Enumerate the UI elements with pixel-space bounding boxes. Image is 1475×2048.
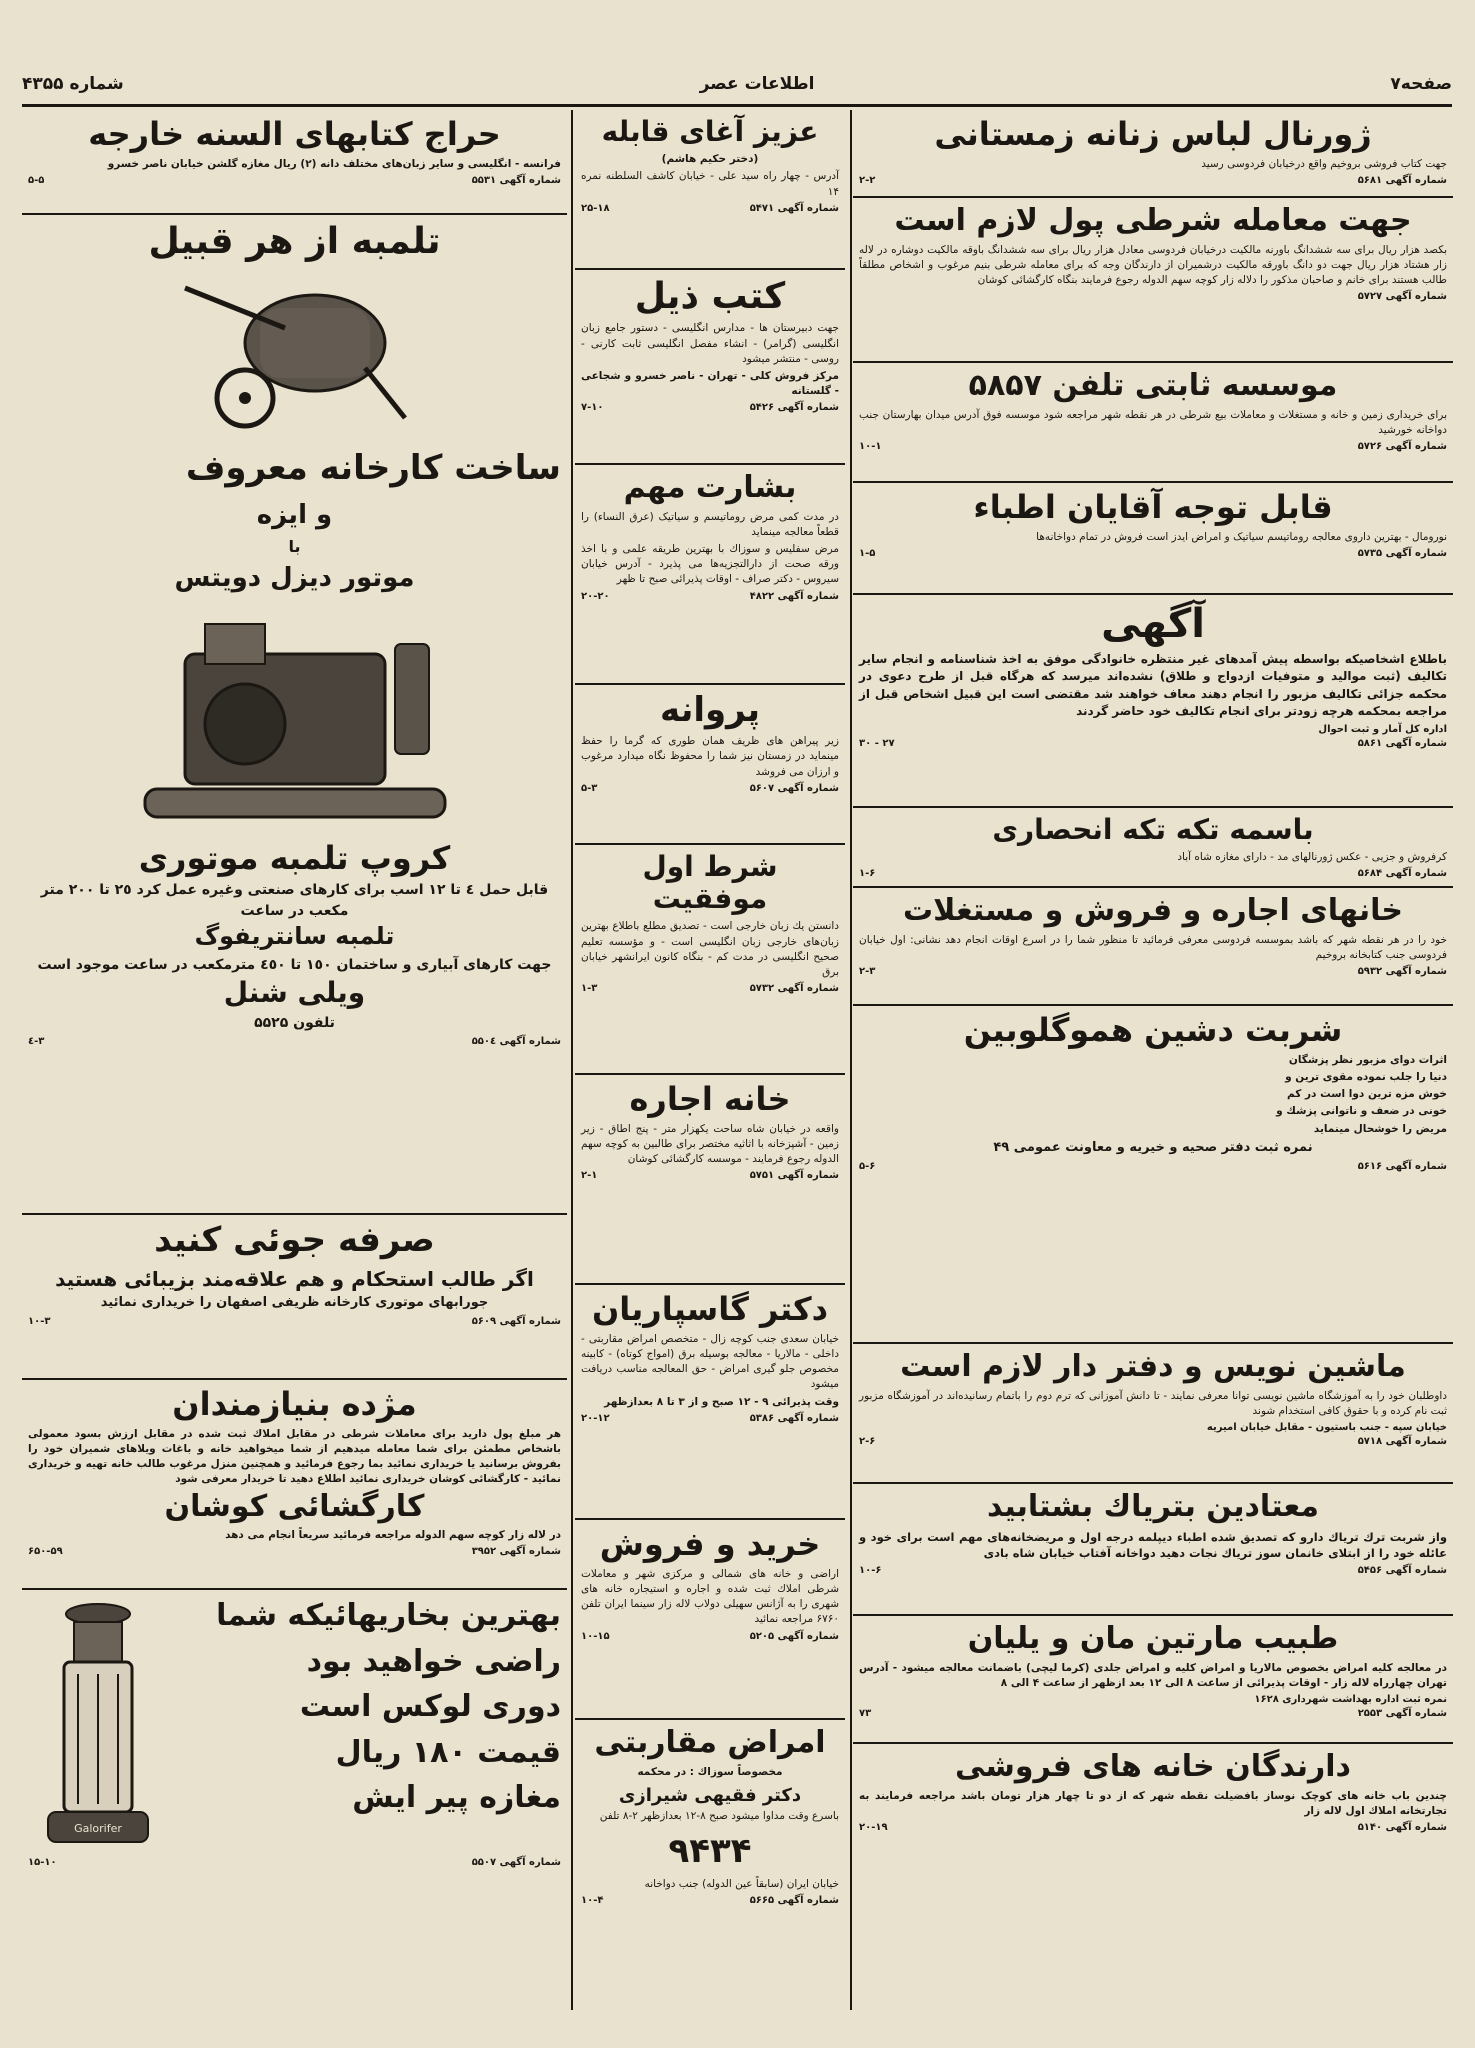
column-divider bbox=[850, 110, 852, 2010]
ad-code: ۱-۶ bbox=[859, 868, 876, 880]
ad-civil-registration-notice bbox=[853, 595, 1453, 808]
ad-pumps bbox=[22, 215, 567, 1215]
ad-code: ۲-۶ bbox=[859, 1435, 876, 1447]
ad-title: پروانه bbox=[659, 690, 761, 730]
ad-code: ۵-۵ bbox=[28, 175, 45, 187]
company-name: ویلی شنل bbox=[223, 975, 366, 1009]
ad-code: ۱۰-۶ bbox=[859, 1564, 882, 1576]
ad-body: جهت دبیرستان ها - مدارس انگلیسی - دستور جامع زبان انگلیسی (گرامر) - انشاء مفصل انگلیسی ثابت کارنی - روسی - منتشر میشود bbox=[581, 322, 839, 365]
ad-title: طبیب مارتین مان و یلیان bbox=[967, 1621, 1339, 1656]
ad-issuer: اداره کل آمار و ثبت احوال bbox=[1318, 723, 1447, 735]
ad-heaters bbox=[22, 1590, 567, 1890]
ad-text-line: خوش مزه ترین دوا است در کم bbox=[1287, 1088, 1447, 1101]
ad-code: ۱۰-۱ bbox=[859, 440, 882, 452]
ad-body: قابل حمل ٤ تا ١٢ اسب برای کارهای صنعتی وغیره عمل کرد ٢٥ تا ٢٠٠ متر مکعب در ساعت bbox=[40, 882, 549, 919]
ad-number: شماره آگهی ۵۴۵۶ bbox=[1357, 1564, 1447, 1576]
ad-number: شماره آگهی ۵۶۱۶ bbox=[1357, 1160, 1447, 1172]
ad-code: ۲۰-۱۲ bbox=[581, 1412, 610, 1424]
water-pump-illustration bbox=[165, 268, 425, 438]
ad-midwife-aziz bbox=[575, 110, 845, 270]
ad-body: خیابان سعدی جنب کوچه زال - متخصص امراض مقاربتی - داخلی - مالاریا - معالجه بوسیله برق (امواج کوتاه) - کابینه مخصوص جلو گیری امراض - حق المعالجه مناسب دریافت میشود bbox=[581, 1332, 839, 1391]
ad-title: جهت معامله شرطی پول لازم است bbox=[894, 203, 1412, 238]
ad-code: ۲-۲ bbox=[859, 175, 876, 187]
doctor-name: دکتر فقیهی شیرازی bbox=[618, 1784, 802, 1806]
ad-number: شماره آگهی ۵۶۸۱ bbox=[1357, 175, 1447, 187]
ad-body: چندین باب خانه های کوچک نوساز بافضیلت نقطه شهر که از دو تا چهار هزار تومان باشد مراجعه فرمایند به تجارتخانه املاك اول لاله زار bbox=[859, 1789, 1447, 1817]
ad-body: وقت پذیرائی ۹ - ۱۲ صبح و از ۳ تا ۸ بعدازظهر bbox=[604, 1395, 839, 1408]
ad-registration: نمره ثبت اداره بهداشت شهرداری ۱۶۲۸ bbox=[1254, 1693, 1447, 1705]
ad-text-line: دوری لوکس است bbox=[299, 1689, 561, 1724]
ad-body: جهت کتاب فروشی بروخیم واقع درخیابان فردوسی رسید bbox=[1201, 157, 1447, 170]
ad-number: شماره آگهی ۵۵۳۱ bbox=[471, 175, 561, 187]
ad-code: ۲-۱ bbox=[581, 1170, 598, 1182]
ad-good-news-needy bbox=[22, 1380, 567, 1590]
masthead bbox=[22, 64, 1452, 107]
column-right bbox=[853, 110, 1453, 2010]
ad-title: کتب ذیل bbox=[634, 276, 786, 317]
ad-address: خیابان ایران (سابقاً عین الدوله) جنب دواخانه bbox=[644, 1877, 839, 1890]
ad-title: آگهی bbox=[1101, 601, 1205, 647]
ad-code: ۵-۳ bbox=[581, 782, 598, 794]
ad-title: صرفه جوئی کنید bbox=[154, 1220, 435, 1260]
ad-body: آدرس - چهار راه سید علی - خیابان کاشف السلطنه نمره ۱۴ bbox=[581, 170, 839, 198]
ad-number: شماره آگهی ۵۳۸۶ bbox=[749, 1412, 839, 1424]
ad-title: شربت دشین هموگلوبین bbox=[963, 1011, 1343, 1049]
ad-parvaneh bbox=[575, 685, 845, 845]
ad-title: بشارت مهم bbox=[623, 470, 797, 505]
ad-code: ۱-۵ bbox=[859, 548, 876, 560]
ad-hemoglobin-syrup bbox=[853, 1006, 1453, 1344]
ad-number: شماره آگهی ۵۲۰۵ bbox=[749, 1630, 839, 1642]
ad-body: بکصد هزار ریال برای سه ششدانگ باورنه مالکیت درخیابان فردوسی معادل هزار ریال برای سه ششدانگ باوقه مالکیت دوشاره در لاله زار هشتاد هزار ریال جهت دو دانگ باورقه مالکیت درشمیران از دارندگان وجه که برای معامله شرطی بنیم مرغوب و اشخاص مطلقاً طالب هستند برای خانم و صاحبان مذکور را دلاله زار کوچه سهم الدوله رجوع فرمایند بنگاه کارگشائی کوشان bbox=[859, 243, 1447, 286]
ad-body: فرانسه - انگلیسی و سایر زبان‌های مختلف دانه (۲) ریال مغازه گلشن خیابان ناصر خسرو bbox=[107, 157, 561, 170]
ad-body: مرکز فروش کلی - تهران - ناصر خسرو و شجاعی - گلستانه bbox=[581, 370, 839, 398]
ad-body: واقعه در خیابان شاه ساحت یکهزار متر - پنج اطاق - زیر زمین - آشپزخانه با اثاثیه مختصر برای طالبین به کوچه سهم الدوله رجوع فرمایند - موسسه کارگشائی کوشان bbox=[581, 1122, 839, 1166]
ad-code: ۱۰-۱۵ bbox=[581, 1630, 610, 1642]
ad-title: حراج کتابهای السنه خارجه bbox=[88, 115, 501, 153]
ad-body: جهت کارهای آبیاری و ساختمان ١٥٠ تا ٤٥٠ مترمکعب در ساعت موجود است bbox=[37, 956, 552, 973]
ad-body: هر مبلغ پول دارید برای معاملات شرطی در مقابل املاك ثبت شده در مقابل ارزش بسود معمولی باشخاص مطمئن برای شما معامله میدهیم از شما میخواهید خانه و باغات ویلاهای شمیران خود را بفروش برسانید یا خریداری نمائید بما رجوع فرمائید و همچنین منزل مرغوب طالب خانه تهیه و خریداری نمائید - کارگشائی کوشان خریداری نمائید اطلاع دهید تا خریدار معرفی شود bbox=[28, 1427, 561, 1486]
ad-number: شماره آگهی ۵۶۰۹ bbox=[471, 1315, 561, 1327]
ad-number: شماره آگهی ۴۸۲۲ bbox=[749, 590, 839, 602]
ad-houses-rent-sale bbox=[853, 888, 1453, 1006]
ad-body: در مدت کمی مرض روماتیسم و سیاتیک (عرق النساء) را قطعاً معالجه مینماید bbox=[581, 510, 839, 538]
ad-body: اراضی و خانه های شمالی و مرکزی شهر و معاملات شرطی املاك ثبت شده و اجاره و استیجاره خانه های شهری را به آژانس سهیلی دولاب لاله زار سینما ایران تلفن ۶۷۶۰ مراجعه نمائید bbox=[581, 1567, 839, 1626]
ad-number: شماره آگهی ۲۵۵۳ bbox=[1357, 1707, 1447, 1719]
ad-code: ۱-۳ bbox=[581, 983, 598, 995]
ad-number: شماره آگهی ۵۴۲۶ bbox=[749, 402, 839, 414]
ad-code: ۵-۶ bbox=[859, 1160, 876, 1172]
kerosene-heater-illustration bbox=[28, 1594, 168, 1854]
ad-number: شماره آگهی ۵۷۳۲ bbox=[749, 983, 839, 995]
column-divider bbox=[571, 110, 573, 2010]
ad-body: داوطلبان خود را به آموزشگاه ماشین نویسی توانا معرفی نمایند - تا دانش آموزانی که ترم دوم را باتمام رسانیده‌اند در آموزشگاه مزبور ثبت نام کرده و با حقوق کافی استخدام شوند bbox=[859, 1389, 1447, 1417]
ad-text-line: مغازه پیر ایش bbox=[352, 1780, 561, 1815]
ad-text-line: دنیا را جلب نموده مقوی ترین و bbox=[1285, 1071, 1447, 1084]
ad-buy-and-sell bbox=[575, 1520, 845, 1720]
ad-address: خیابان سپه - جنب باستیون - مقابل خیابان امیریه bbox=[1206, 1421, 1447, 1433]
ad-number: شماره آگهی ۵۹۳۲ bbox=[1357, 965, 1447, 977]
ad-first-condition-success bbox=[575, 845, 845, 1075]
ad-title: خانهای اجاره و فروش و مستغلات bbox=[903, 893, 1403, 928]
ad-books bbox=[575, 270, 845, 465]
ad-body: نورومال - بهترین داروی معالجه روماتیسم سیاتیک و امراض ایدز است فروش در تمام دواخانه‌ها bbox=[1036, 530, 1447, 543]
ad-text-line: موتور دیزل دویتس bbox=[174, 562, 415, 593]
ad-code: ۲۰-۲۰ bbox=[581, 590, 610, 602]
ad-title: موسسه ثابتی تلفن ۵۸۵۷ bbox=[968, 368, 1338, 403]
ad-body: در معالجه کلیه امراض بخصوص مالاریا و امراض کلیه و امراض جلدی (کرما لیچی) باضمانت معالجه میشود - آدرس تهران چهارراه لاله زار - اوقات پذیرائی از ساعت ۸ الی ۱۲ بعد ازظهر از ساعت ۴ الی ۸ bbox=[859, 1661, 1447, 1689]
ad-title: دکتر گاسپاریان bbox=[591, 1290, 829, 1328]
ad-title: دارندگان خانه های فروشی bbox=[955, 1749, 1351, 1784]
ad-doctor-gasparian bbox=[575, 1285, 845, 1520]
ad-code: ۱۰-۳ bbox=[28, 1315, 51, 1327]
ad-code: ۲۷ - ۳۰ bbox=[859, 737, 895, 749]
ad-opium-addicts bbox=[853, 1484, 1453, 1616]
ad-number: شماره آگهی ۵۵۰٤ bbox=[471, 1036, 561, 1048]
ad-title: ماشین نویس و دفتر دار لازم است bbox=[900, 1349, 1406, 1384]
ad-title: باسمه تکه تکه انحصاری bbox=[992, 813, 1314, 846]
ad-code: ۷-۱۰ bbox=[581, 402, 604, 414]
ad-house-owners bbox=[853, 1744, 1453, 1864]
phone-number: ۹۴۳۴ bbox=[668, 1830, 752, 1871]
column-left bbox=[22, 110, 567, 2010]
ad-code: ۳-٤ bbox=[28, 1036, 45, 1048]
ad-subtitle: مخصوصاً سوزاك : در محکمه bbox=[637, 1765, 783, 1778]
ad-foreign-books-auction bbox=[22, 110, 567, 215]
ad-title: خانه اجاره bbox=[629, 1080, 791, 1118]
ad-number: شماره آگهی ۵۴۷۱ bbox=[749, 202, 839, 214]
ad-title: معتادین بتریاك بشتابید bbox=[987, 1489, 1319, 1524]
ad-doctor-martin bbox=[853, 1616, 1453, 1744]
ad-number: شماره آگهی ۵۱۴۰ bbox=[1357, 1821, 1447, 1833]
ad-house-for-rent bbox=[575, 1075, 845, 1285]
ad-title: امراض مقاربتی bbox=[594, 1725, 826, 1760]
ad-body: نمره ثبت دفتر صحیه و خیریه و معاونت عمومی ۴۹ bbox=[993, 1139, 1313, 1155]
ad-subtitle: تلمبه سانتریفوگ bbox=[194, 922, 395, 951]
ad-number: شماره آگهی ۵۷۳۵ bbox=[1357, 548, 1447, 560]
ad-patchwork-print bbox=[853, 808, 1453, 888]
ad-sabeti-institute bbox=[853, 363, 1453, 483]
page-number: صفحه۷ bbox=[1390, 74, 1452, 94]
heater-brand-label: Galorifer bbox=[74, 1822, 122, 1835]
ad-text-line: با bbox=[288, 536, 301, 556]
ad-body: مرض سفلیس و سوزاك با بهترین طریقه علمی و با اخذ ورقه صحت از دارالتجزیه‌ها می پذیرد - آدرس خیابان سیروس - دکتر صراف - اوقات پذیرائی صبح تا ظهر bbox=[581, 542, 839, 586]
ad-number: شماره آگهی ۵۵۰۷ bbox=[471, 1857, 561, 1868]
ad-money-needed bbox=[853, 198, 1453, 363]
diesel-engine-illustration bbox=[125, 604, 465, 834]
ad-code: ۱۰-۴ bbox=[581, 1895, 604, 1907]
ad-code: ۲-۳ bbox=[859, 965, 876, 977]
ad-title: عزیز آغای قابله bbox=[601, 115, 819, 148]
ad-important-news bbox=[575, 465, 845, 685]
ad-text-line: قیمت ۱۸۰ ریال bbox=[335, 1734, 561, 1770]
ad-code: ۱۵-۱۰ bbox=[28, 1857, 57, 1868]
ad-text-line: ساخت کارخانه معروف bbox=[185, 448, 561, 489]
ad-code: ۲۵-۱۸ bbox=[581, 202, 610, 214]
ad-title: مژده بنیازمندان bbox=[172, 1385, 417, 1423]
ad-subtitle: کارگشائی کوشان bbox=[164, 1488, 425, 1524]
ad-address: در لاله زار کوچه سهم الدوله مراجعه فرمائید سریعاً انجام می دهد bbox=[225, 1529, 561, 1542]
ad-number: شماره آگهی ۵۷۲۶ bbox=[1357, 440, 1447, 452]
ad-number: شماره آگهی ۵۶۶۵ bbox=[749, 1895, 839, 1907]
ad-ladies-fashion-journal bbox=[853, 110, 1453, 198]
ad-text-line: بهترین بخاریهائیکه شما bbox=[216, 1598, 561, 1633]
ad-code: ۷۳ bbox=[859, 1707, 872, 1719]
ad-subtitle: (دختر حکیم هاشم) bbox=[661, 153, 759, 166]
issue-number: شماره ۴۳۵۵ bbox=[22, 74, 124, 94]
ad-title: تلمبه از هر قبیل bbox=[148, 221, 441, 262]
ad-typist-wanted bbox=[853, 1344, 1453, 1484]
ad-body: زیر پیراهن های ظریف همان طوری که گرما را حفظ مینماید در زمستان نیز شما را محفوظ نگاه میدارد مرغوب و ارزان می فروشد bbox=[581, 735, 839, 778]
ad-title: قابل توجه آقایان اطباء bbox=[973, 488, 1333, 526]
ad-number: شماره آگهی ۳۹۵۲ bbox=[471, 1546, 561, 1558]
phone-number: تلفون ۵۵۲۵ bbox=[254, 1015, 335, 1032]
column-middle bbox=[575, 110, 845, 2010]
ad-body: واز شربت ترك تریاك دارو که تصدیق شده اطباء دیپلمه درجه اول و مریضخانه‌های مهم است برای خود و عائله خود را از ابتلای خانمان سوز تریاك نجات دهید دواخانه آفتاب خیابان شاه بادی bbox=[859, 1529, 1447, 1561]
ad-text-line: راضی خواهید بود bbox=[306, 1643, 561, 1679]
ad-body: باطلاع اشخاصیکه بواسطه پیش آمدهای غیر منتظره خانوادگی موفق به اخذ شناسنامه و انجام سایر تکالیف (ثبت موالید و متوفیات ازدواج و طلاق) نشده‌اند میرسد که هرگاه قبل از طرح دعوی در محکمه جزائی تکالیف مزبور را انجام دهند معاف خواهند شد مقتضی است این قبیل اشخاص قبل از مراجعه بمحکمه هرچه زودتر برای انجام تکالیف خود حاضر گردند bbox=[859, 652, 1447, 719]
ad-number: شماره آگهی ۵۶۸۴ bbox=[1357, 868, 1447, 880]
ad-text-line: اگر طالب استحکام و هم علاقه‌مند بزیبائی هستید bbox=[55, 1267, 534, 1292]
ad-body: برای خریداری زمین و خانه و مستغلات و معاملات بیع شرطی در هر نقطه شهر مراجعه شود موسسه فوق آدرس میدان بهارستان جنب دواخانه خورشید bbox=[859, 408, 1447, 436]
ad-title: ژورنال لباس زنانه زمستانی bbox=[934, 115, 1372, 153]
ad-venereal-diseases bbox=[575, 1720, 845, 1907]
ad-number: شماره آگهی ۵۷۵۱ bbox=[749, 1170, 839, 1182]
ad-body: دانستن یك زبان خارجی است - تصدیق مطلع باطلاع بهترین زبان‌های خارجی زبان انگلیسی است - و مؤسسه تعلیم صحیح انگلیسی در مدت کم - بنگاه کانون ایرانشهر خیابان برق bbox=[581, 920, 839, 979]
newspaper-name: اطلاعات عصر bbox=[699, 74, 815, 94]
ad-number: شماره آگهی ۵۷۱۸ bbox=[1357, 1435, 1447, 1447]
ad-title: شرط اول موفقیت bbox=[642, 850, 778, 916]
ad-text-line: و ایزه bbox=[256, 499, 333, 530]
ad-body: باسرع وقت مداوا میشود صبح ۸-۱۲ بعدازظهر ۲-۸ تلفن bbox=[599, 1809, 839, 1822]
ad-body: جورابهای موتوری کارخانه ظریفی اصفهان را خریداری نمائید bbox=[100, 1295, 489, 1311]
ad-code: ۶۵۰-۵۹ bbox=[28, 1546, 63, 1558]
ad-code: ۲۰-۱۹ bbox=[859, 1821, 888, 1833]
ad-text-line: خونی در ضعف و ناتوانی پزشك و bbox=[1276, 1105, 1447, 1118]
ad-title: خرید و فروش bbox=[599, 1525, 821, 1563]
ad-number: شماره آگهی ۵۸۶۱ bbox=[1357, 737, 1447, 749]
ad-body: خود را در هر نقطه شهر که باشد بموسسه فردوسی معرفی فرمائید تا منظور شما را در اسرع اوقات انجام دهد نشانی: اول خیابان فردوسی جنب کتابخانه بروخیم bbox=[859, 933, 1447, 961]
ad-text-line: مریض را خوشحال مینماید bbox=[1313, 1122, 1447, 1135]
ad-subtitle: کروپ تلمبه موتوری bbox=[138, 838, 451, 877]
ad-number: شماره آگهی ۵۶۰۷ bbox=[749, 782, 839, 794]
ad-attention-doctors bbox=[853, 483, 1453, 595]
ad-number: شماره آگهی ۵۷۲۷ bbox=[1357, 291, 1447, 303]
ad-save-money bbox=[22, 1215, 567, 1380]
ad-body: کرفروش و جزیی - عکس ژورنالهای مد - دارای مغازه شاه آباد bbox=[1177, 851, 1447, 864]
ad-text-line: اثرات دوای مزبور نظر پزشگان bbox=[1288, 1053, 1447, 1066]
